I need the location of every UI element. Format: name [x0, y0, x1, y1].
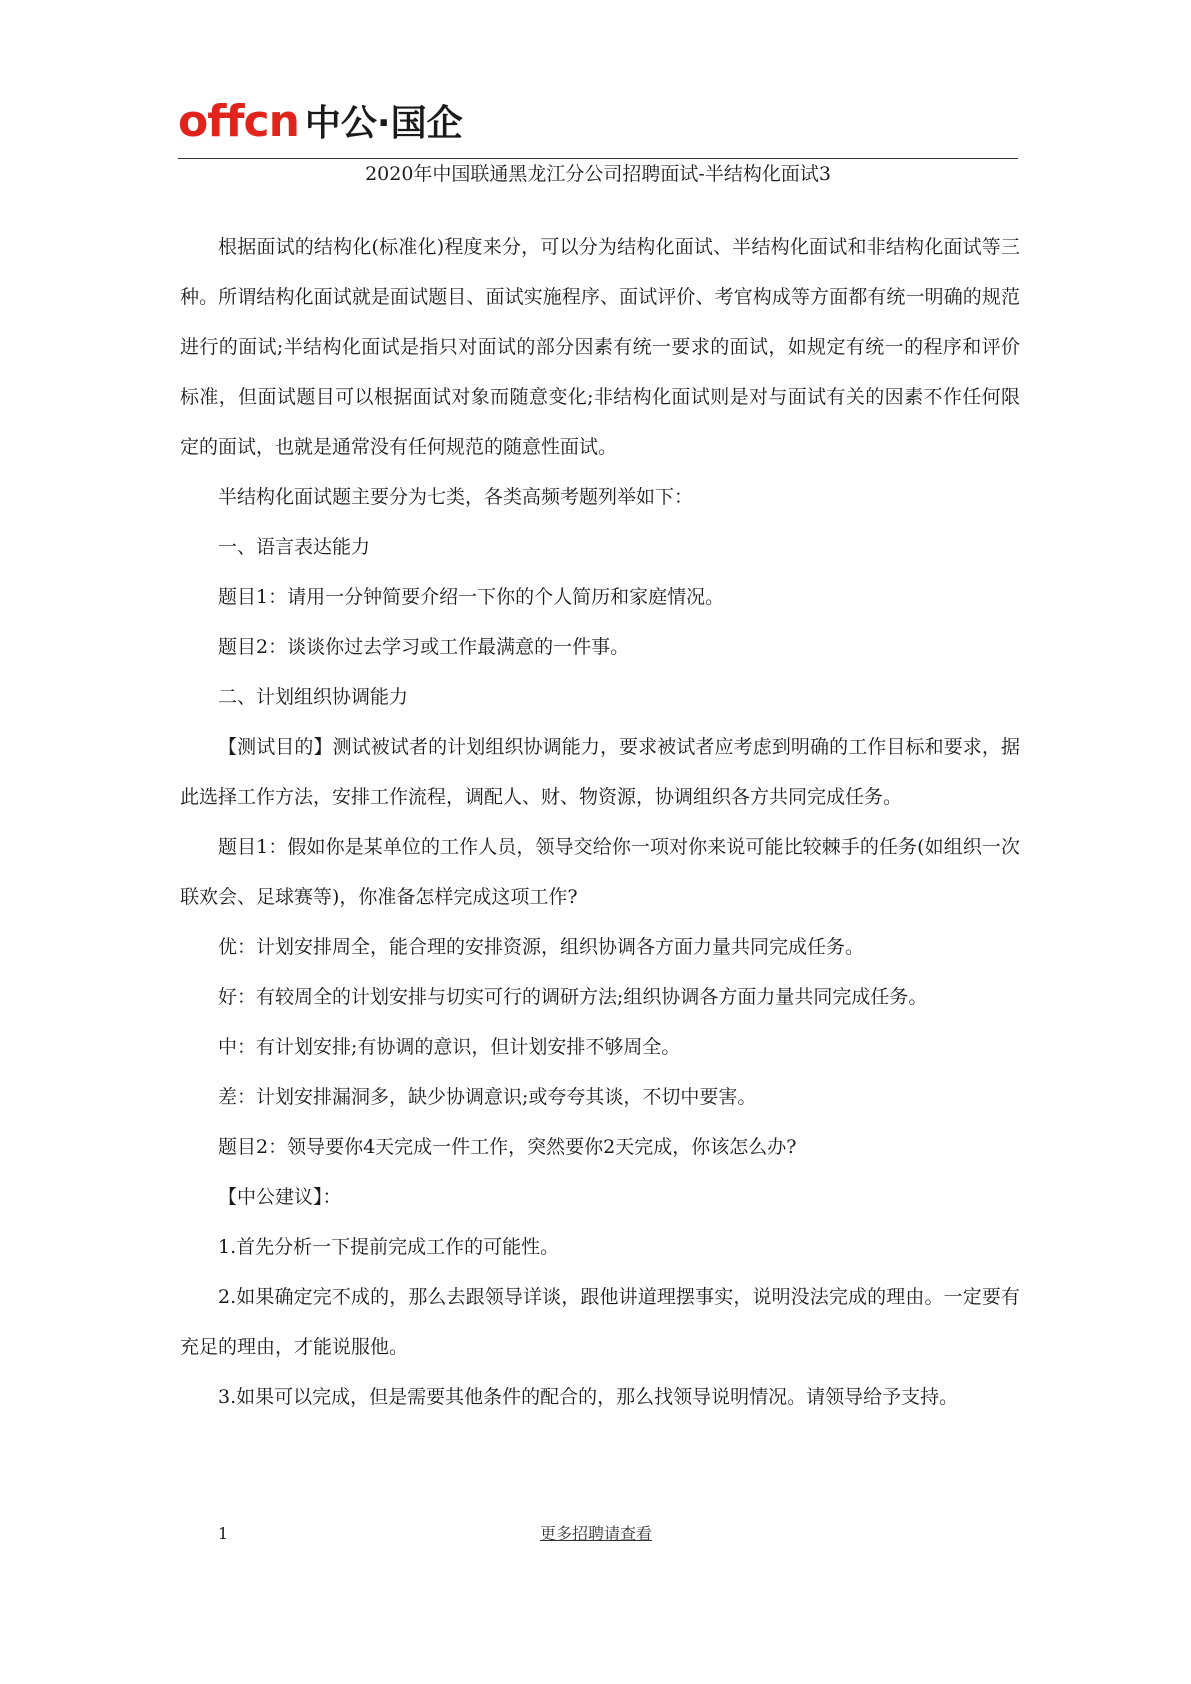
- advice-heading: 【中公建议】：: [218, 1186, 342, 1208]
- rating-poor: 差：计划安排漏洞多，缺少协调意识;或夸夸其谈，不切中要害。: [218, 1086, 757, 1108]
- header-divider: [178, 158, 1018, 159]
- document-body: [180, 222, 1020, 1422]
- section-heading-language: 一、语言表达能力: [218, 536, 371, 558]
- logo-latin-text: offcn: [178, 96, 299, 147]
- logo-chinese-text: 中公·国企: [304, 103, 463, 144]
- advice-item-2: 2.如果确定完不成的，那么去跟领导详谈，跟他讲道理摆事实，说明没法完成的理由。一定要有充足的理由，才能说服他。: [180, 1286, 1020, 1358]
- question-planning-1: 题目1：假如你是某单位的工作人员，领导交给你一项对你来说可能比较棘手的任务(如组织一次联欢会、足球赛等)，你准备怎样完成这项工作?: [180, 836, 1020, 908]
- question-2: 题目2：谈谈你过去学习或工作最满意的一件事。: [218, 636, 630, 658]
- section-heading-planning: 二、计划组织协调能力: [218, 686, 409, 708]
- question-planning-2: 题目2：领导要你4天完成一件工作，突然要你2天完成，你该怎么办?: [218, 1136, 797, 1158]
- advice-item-3: 3.如果可以完成，但是需要其他条件的配合的，那么找领导说明情况。请领导给予支持。: [218, 1386, 959, 1408]
- question-1: 题目1：请用一分钟简要介绍一下你的个人简历和家庭情况。: [218, 586, 725, 608]
- page-number: 1: [218, 1524, 229, 1543]
- paragraph-categories: 半结构化面试题主要分为七类，各类高频考题列举如下：: [218, 486, 694, 508]
- rating-good: 好：有较周全的计划安排与切实可行的调研方法;组织协调各方面力量共同完成任务。: [218, 986, 928, 1008]
- document-title: 2020年中国联通黑龙江分公司招聘面试-半结构化面试3: [365, 163, 831, 185]
- offcn-logo: [178, 88, 463, 147]
- paragraph-test-purpose: 【测试目的】测试被试者的计划组织协调能力，要求被试者应考虑到明确的工作目标和要求，据此选择工作方法，安排工作流程，调配人、财、物资源，协调组织各方共同完成任务。: [180, 736, 1020, 808]
- more-jobs-link[interactable]: 更多招聘请查看: [540, 1524, 653, 1543]
- paragraph-intro: 根据面试的结构化(标准化)程度来分，可以分为结构化面试、半结构化面试和非结构化面试等三种。所谓结构化面试就是面试题目、面试实施程序、面试评价、考官构成等方面都有统一明确的规范进行的面试;半结构化面试是指只对面试的部分因素有统一要求的面试，如规定有统一的程序和评价标准，但面试题目可以根据面试对象而随意变化;非结构化面试则是对与面试有关的因素不作任何限定的面试，也就是通常没有任何规范的随意性面试。: [180, 236, 1020, 458]
- advice-item-1: 1.首先分析一下提前完成工作的可能性。: [218, 1236, 560, 1258]
- rating-excellent: 优：计划安排周全，能合理的安排资源，组织协调各方面力量共同完成任务。: [218, 936, 865, 958]
- rating-medium: 中：有计划安排;有协调的意识，但计划安排不够周全。: [218, 1036, 681, 1058]
